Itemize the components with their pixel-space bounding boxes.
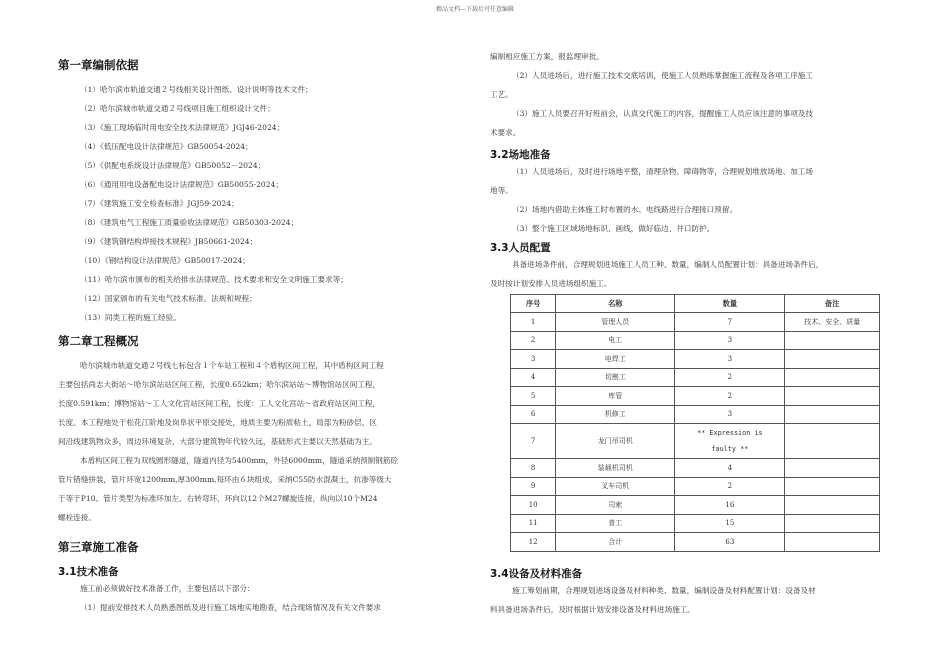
cell-qty: 2 xyxy=(675,477,785,496)
overview-line: 管片错缝拼装，管片环宽1200mm,厚300mm,每环由６块组成，采纳C55防水混凝土，抗渗等级大 xyxy=(58,475,392,484)
table-row xyxy=(511,477,880,496)
cell-qty: ** Expression is faulty ** xyxy=(675,424,785,459)
site-prep-line: （1）人员进场后，及时进行场地平整，清理杂物、障碍物等，合理规划堆放场地、加工场 xyxy=(512,167,813,176)
basis-item: （12）国家颁布的有关电气技术标准、法规和规程； xyxy=(80,294,257,303)
chapter-3-title: 第三章施工准备 xyxy=(58,540,139,554)
cell-remark xyxy=(785,424,880,459)
cell-name: 库管 xyxy=(556,387,675,406)
overview-line: 螺栓连接。 xyxy=(58,513,96,522)
site-prep-line: （3）整个施工区域场地标识、画线，做好临边、井口防护。 xyxy=(512,224,715,233)
tech-prep-line: （2）人员进场后，进行施工技术交底培训，使施工人员熟练掌握施工流程及各项工序施工 xyxy=(512,71,813,80)
basis-item: （11）哈尔滨市颁布的相关给排水法律规范、技术要求和安全文明施工要求等； xyxy=(80,275,348,284)
header-remark: 备注 xyxy=(785,295,880,313)
tech-prep-line: 编制相应施工方案，报监理审批。 xyxy=(490,52,604,61)
cell-no: 7 xyxy=(511,424,556,459)
cell-no: 11 xyxy=(511,514,556,533)
tech-prep-line: 术要求。 xyxy=(490,128,521,137)
cell-name: 合计 xyxy=(556,533,675,552)
table-row xyxy=(511,331,880,350)
cell-remark xyxy=(785,368,880,387)
equipment-prep-line: 料具备进场条件后，及时根据计划安排设备及材料进场施工。 xyxy=(490,605,696,614)
cell-remark xyxy=(785,405,880,424)
cell-no: 9 xyxy=(511,477,556,496)
table-row xyxy=(511,313,880,332)
basis-item: （13）同类工程的施工经验。 xyxy=(80,313,181,322)
table-row xyxy=(511,424,880,459)
basis-item: （4）《低压配电设计法律规范》GB50054-2024； xyxy=(80,142,253,151)
cell-name: 切割工 xyxy=(556,368,675,387)
chapter-2-title: 第二章工程概况 xyxy=(58,334,139,348)
basis-item: （6）《通用用电设备配电设计法律规范》GB50055-2024； xyxy=(80,180,284,189)
cell-no: 6 xyxy=(511,405,556,424)
cell-remark xyxy=(785,514,880,533)
basis-item: （5）《供配电系统设计法律规范》GB50052－2024； xyxy=(80,161,266,170)
chapter-1-title: 第一章编制依据 xyxy=(58,58,139,72)
cell-no: 4 xyxy=(511,368,556,387)
cell-qty: 15 xyxy=(675,514,785,533)
cell-remark: 技术、安全、质量 xyxy=(785,313,880,332)
staffing-line: 及时按计划安排人员进场组织施工。 xyxy=(490,279,612,288)
cell-name: 龙门吊司机 xyxy=(556,424,675,459)
basis-item: （7）《建筑施工安全检查标准》JGJ59-2024； xyxy=(80,199,239,208)
overview-line: 间沿线建筑物众多，周边环境复杂，大部分建筑物年代较久远，基础形式主要以天然基础为主。 xyxy=(58,437,377,446)
site-prep-line: （2）场地内借助主体施工时布置的水、电线路进行合理接口预留。 xyxy=(512,205,738,214)
section-3-3-title: 3.3人员配置 xyxy=(490,242,551,254)
staffing-table xyxy=(510,294,880,552)
basis-item: （8）《建筑电气工程施工质量验收法律规范》GB50303-2024； xyxy=(80,218,299,227)
overview-line: 本盾构区间工程为双线圆形隧道，隧道内径为5400mm，外径6000mm，隧道采纳预制钢筋砼 xyxy=(80,456,399,465)
cell-remark xyxy=(785,350,880,369)
overview-line: 哈尔滨城市轨道交通２号线七标包含１个车站工程和４个盾构区间工程，其中盾构区间工程 xyxy=(80,361,384,370)
table-row xyxy=(511,496,880,515)
cell-qty: 63 xyxy=(675,533,785,552)
cell-qty: 7 xyxy=(675,313,785,332)
basis-item: （3）《施工现场临时用电安全技术法律规范》JGJ46-2024； xyxy=(80,123,285,132)
overview-line: 主要包括尚志大街站～哈尔滨站站区间工程，长度0.652km；哈尔滨站站～博物馆站区间工程， xyxy=(58,380,381,389)
cell-remark xyxy=(785,477,880,496)
site-prep-line: 地等。 xyxy=(490,186,513,195)
table-row xyxy=(511,387,880,406)
cell-remark xyxy=(785,533,880,552)
table-row xyxy=(511,459,880,478)
basis-item: （9）《建筑钢结构焊接技术规程》JB50661-2024； xyxy=(80,237,258,246)
cell-name: 装载机司机 xyxy=(556,459,675,478)
table-row xyxy=(511,368,880,387)
overview-line: 长度。本工程地处于松花江阶地及岗阜状平原交接处，地质主要为粉质粘土，局部为粉砂层，区 xyxy=(58,418,377,427)
cell-qty: 2 xyxy=(675,387,785,406)
overview-line: 于等于P10。管片类型为标准环加左、右转弯环，环向以12个M27螺旋连接，纵向以10个M24 xyxy=(58,494,378,503)
cell-qty: 3 xyxy=(675,350,785,369)
cell-name: 管理人员 xyxy=(556,313,675,332)
header-qty: 数量 xyxy=(675,295,785,313)
cell-no: 8 xyxy=(511,459,556,478)
tech-prep-line: 施工前必须做好技术准备工作，主要包括以下部分： xyxy=(80,584,255,593)
cell-remark xyxy=(785,387,880,406)
cell-name: 叉车司机 xyxy=(556,477,675,496)
cell-no: 10 xyxy=(511,496,556,515)
table-row xyxy=(511,514,880,533)
basis-item: （2）哈尔滨城市轨道交通２号线项目施工组织设计文件； xyxy=(80,104,275,113)
section-3-2-title: 3.2场地准备 xyxy=(490,149,551,161)
cell-name: 机修工 xyxy=(556,405,675,424)
table-row xyxy=(511,350,880,369)
header-no: 序号 xyxy=(511,295,556,313)
cell-no: 5 xyxy=(511,387,556,406)
cell-name: 电焊工 xyxy=(556,350,675,369)
cell-qty: 16 xyxy=(675,496,785,515)
cell-no: 2 xyxy=(511,331,556,350)
table-row-total xyxy=(511,533,880,552)
overview-line: 长度0.591km；博物馆站～工人文化宫站区间工程，长度：工人文化宫站～省政府站区间工程， xyxy=(58,399,381,408)
tech-prep-line: （1）提前安排技术人员熟悉图纸及进行施工场地实地勘查，结合现场情况及有关文件要求 xyxy=(80,603,381,612)
table-row xyxy=(511,405,880,424)
tech-prep-line: 工艺。 xyxy=(490,90,513,99)
basis-item: （10）《钢结构设计法律规范》GB50017-2024； xyxy=(80,256,250,265)
cell-remark xyxy=(785,459,880,478)
cell-name: 电工 xyxy=(556,331,675,350)
cell-remark xyxy=(785,331,880,350)
cell-qty: 3 xyxy=(675,405,785,424)
cell-name: 普工 xyxy=(556,514,675,533)
section-3-4-title: 3.4设备及材料准备 xyxy=(490,568,583,580)
equipment-prep-line: 施工筹划前期，合理规划进场设备及材料种类、数量，编制设备及材料配置计划：设备及材 xyxy=(512,586,816,595)
staffing-line: 具备进场条件前，合理规划进场施工人员工种、数量，编制人员配置计划：具备进场条件后， xyxy=(512,260,824,269)
cell-name: 司索 xyxy=(556,496,675,515)
table-header-row xyxy=(511,295,880,313)
cell-qty: 3 xyxy=(675,331,785,350)
cell-qty: 4 xyxy=(675,459,785,478)
cell-no: 3 xyxy=(511,350,556,369)
header-name: 名称 xyxy=(556,295,675,313)
cell-no: 1 xyxy=(511,313,556,332)
cell-remark xyxy=(785,496,880,515)
basis-item: （1）哈尔滨市轨道交通２号线相关设计图纸、设计说明等技术文件； xyxy=(80,85,313,94)
tech-prep-line: （3）施工人员要召开好班前会，认真交代施工的内容，提醒施工人员应该注意的事项及技 xyxy=(512,109,813,118)
cell-no: 12 xyxy=(511,533,556,552)
header-note: 精品文档---下载后可任意编辑 xyxy=(435,6,515,13)
cell-qty: 2 xyxy=(675,368,785,387)
section-3-1-title: 3.1技术准备 xyxy=(58,566,119,578)
